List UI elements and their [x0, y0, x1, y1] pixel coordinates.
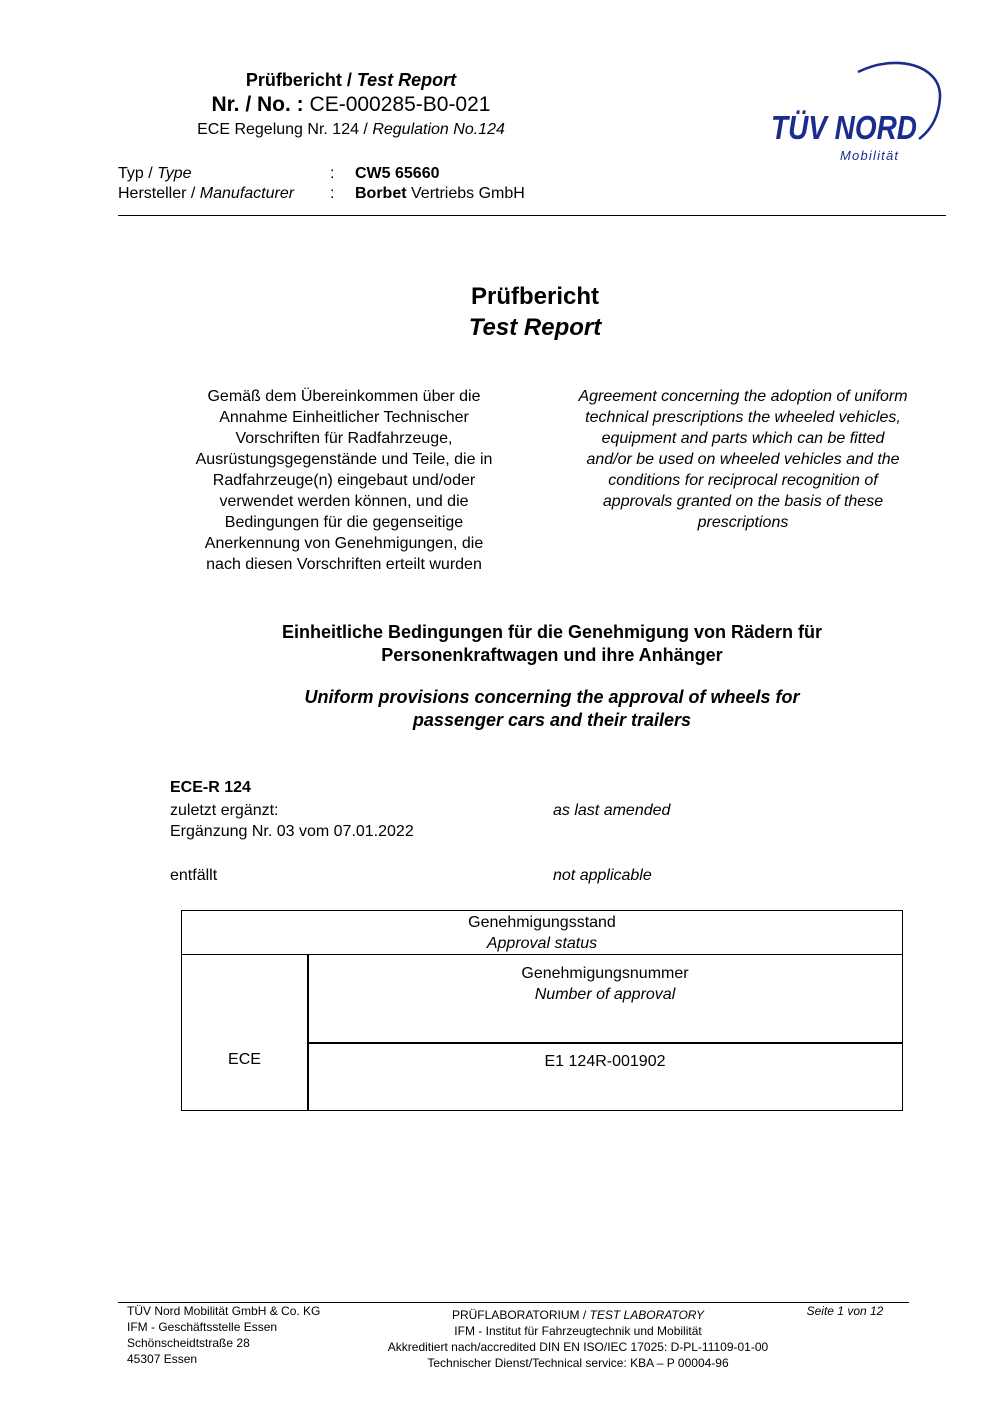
uniform-provisions-en-line: Uniform provisions concerning the approval of wheels for	[304, 687, 800, 707]
page-title-de: Prüfbericht	[470, 283, 599, 310]
footer-lab-heading	[358, 1307, 798, 1323]
manufacturer-label-de: Hersteller /	[118, 185, 200, 202]
footer-address	[127, 1303, 320, 1367]
agreement-de-line: Ausrüstungsgegenstände und Teile, die in	[195, 451, 493, 468]
uniform-provisions-en	[200, 686, 904, 732]
agreement-de-line: Radfahrzeuge(n) eingebaut und/oder	[212, 472, 476, 489]
approval-status-table	[181, 910, 903, 1111]
report-heading-en: Test Report	[356, 70, 457, 90]
agreement-en	[548, 386, 938, 533]
tuv-nord-logo	[766, 55, 946, 170]
table-subheader	[308, 963, 902, 1005]
agreement-en-line: approvals granted on the basis of these	[602, 493, 884, 510]
type-value: CW5 65660	[355, 165, 440, 182]
report-number-value: CE-000285-B0-021	[303, 93, 491, 116]
tuv-nord-logo-graphic	[766, 55, 946, 170]
report-heading	[118, 70, 584, 91]
manufacturer-colon: :	[330, 185, 335, 202]
regulation-heading-de: ECE Regelung Nr. 124 /	[197, 121, 373, 138]
table-header	[182, 911, 902, 955]
agreement-en-line: conditions for reciprocal recognition of	[608, 472, 878, 489]
uniform-provisions-de-line: Personenkraftwagen und ihre Anhänger	[381, 645, 723, 665]
manufacturer-value-brand: Borbet	[355, 185, 407, 202]
supplement-info: Ergänzung Nr. 03 vom 07.01.2022	[170, 823, 414, 840]
regulation-heading-en: Regulation No.124	[372, 121, 505, 138]
table-row-divider	[308, 1042, 903, 1044]
type-label-de: Typ /	[118, 165, 158, 182]
uniform-provisions-en-line: passenger cars and their trailers	[412, 710, 692, 730]
uniform-provisions-de	[200, 621, 904, 667]
regulation-heading	[118, 121, 584, 139]
footer-address-line: TÜV Nord Mobilität GmbH & Co. KG	[127, 1304, 321, 1318]
agreement-en-line: and/or be used on wheeled vehicles and the	[586, 451, 900, 468]
agreement-de-line: verwendet werden können, und die	[219, 493, 469, 510]
type-label-en: Type	[157, 165, 192, 182]
footer-lab-line: IFM - Institut für Fahrzeugtechnik und Mobilität	[454, 1324, 702, 1338]
manufacturer-label-en: Manufacturer	[199, 185, 295, 202]
footer-lab-heading-de: PRÜFLABORATORIUM /	[451, 1308, 590, 1322]
type-colon: :	[330, 165, 335, 182]
table-subheader-en: Number of approval	[534, 986, 676, 1003]
type-row	[118, 165, 618, 185]
agreement-de-line: Bedingungen für die gegenseitige	[224, 514, 464, 531]
manufacturer-value	[355, 185, 525, 203]
logo-wordmark: TÜV NORD	[771, 109, 917, 146]
page-title-en: Test Report	[468, 314, 602, 341]
agreement-en-line: Agreement concerning the adoption of uniform	[578, 388, 908, 405]
header-divider	[118, 215, 946, 216]
agreement-de-line: Anerkennung von Genehmigungen, die	[204, 535, 484, 552]
amended-label-de: zuletzt ergänzt:	[170, 802, 279, 819]
report-heading-de: Prüfbericht /	[245, 70, 357, 90]
footer-lab-line: Akkreditiert nach/accredited DIN EN ISO/IEC 17025: D-PL-11109-01-00	[387, 1340, 769, 1354]
agreement-de-line: nach diesen Vorschriften erteilt wurden	[206, 556, 482, 573]
approval-number: E1 124R-001902	[544, 1053, 666, 1070]
footer-address-line: Schönscheidtstraße 28	[127, 1336, 250, 1350]
not-applicable-en: not applicable	[553, 867, 652, 884]
report-number	[118, 93, 584, 117]
not-applicable-de: entfällt	[170, 867, 218, 884]
table-header-de: Genehmigungsstand	[468, 914, 616, 931]
type-label	[118, 165, 192, 183]
agreement-de-line: Annahme Einheitlicher Technischer	[219, 409, 469, 426]
footer-address-line: IFM - Geschäftsstelle Essen	[127, 1320, 278, 1334]
footer-lab-heading-en: TEST LABORATORY	[589, 1308, 705, 1322]
agreement-en-line: equipment and parts which can be fitted	[601, 430, 885, 447]
manufacturer-label	[118, 185, 294, 203]
footer-address-line: 45307 Essen	[127, 1352, 198, 1366]
agreement-en-line: prescriptions	[697, 514, 789, 531]
agreement-en-line: technical prescriptions the wheeled vehicles,	[585, 409, 901, 426]
page-number: Seite 1 von 12	[806, 1304, 884, 1318]
regulation-name: ECE-R 124	[170, 779, 251, 796]
table-subheader-de: Genehmigungsnummer	[521, 965, 689, 982]
table-row-label-ece: ECE	[228, 1051, 261, 1068]
table-header-en: Approval status	[486, 935, 598, 952]
report-number-label: Nr. / No. :	[211, 93, 304, 116]
agreement-de-line: Vorschriften für Radfahrzeuge,	[235, 430, 453, 447]
footer-lab-info	[358, 1307, 798, 1371]
agreement-de	[168, 386, 520, 575]
logo-subtext: Mobilität	[840, 148, 900, 163]
manufacturer-value-rest: Vertriebs GmbH	[406, 185, 525, 202]
amended-label-en: as last amended	[553, 802, 671, 819]
agreement-de-line: Gemäß dem Übereinkommen über die	[207, 388, 481, 405]
uniform-provisions-de-line: Einheitliche Bedingungen für die Genehmigung von Rädern für	[281, 622, 823, 642]
footer-lab-line: Technischer Dienst/Technical service: KBA – P 00004-96	[427, 1356, 729, 1370]
manufacturer-row	[118, 185, 618, 205]
